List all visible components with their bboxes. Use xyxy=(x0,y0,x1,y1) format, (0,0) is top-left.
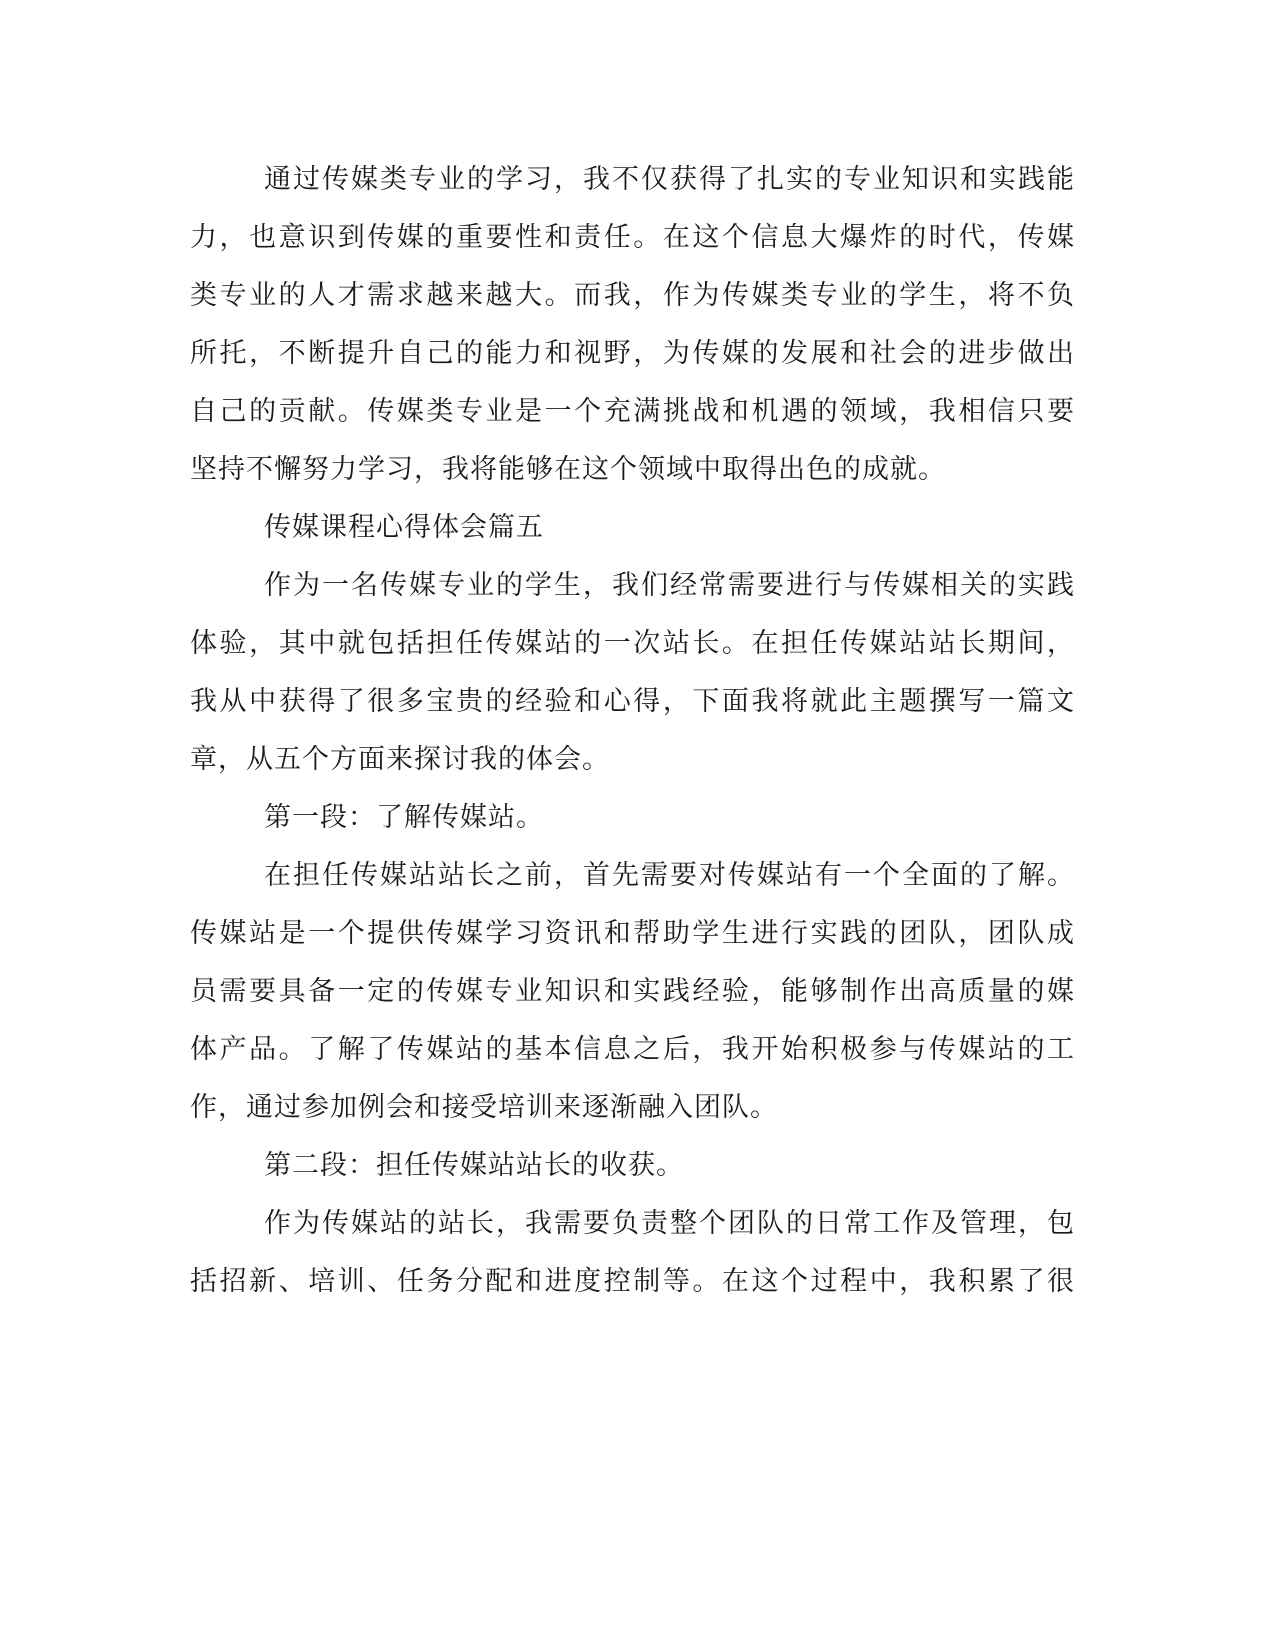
paragraph-line: 传媒站是一个提供传媒学习资讯和帮助学生进行实践的团队，团队成 xyxy=(190,918,1074,949)
paragraph-line: 我从中获得了很多宝贵的经验和心得，下面我将就此主题撰写一篇文 xyxy=(190,686,1074,717)
paragraph-line: 坚持不懈努力学习，我将能够在这个领域中取得出色的成就。 xyxy=(190,454,946,485)
paragraph-line: 类专业的人才需求越来越大。而我，作为传媒类专业的学生，将不负 xyxy=(190,280,1074,311)
paragraph-line: 员需要具备一定的传媒专业知识和实践经验，能够制作出高质量的媒 xyxy=(190,976,1074,1007)
section-title: 传媒课程心得体会篇五 xyxy=(264,512,544,543)
paragraph-line: 所托，不断提升自己的能力和视野，为传媒的发展和社会的进步做出 xyxy=(190,338,1074,369)
paragraph-line: 在担任传媒站站长之前，首先需要对传媒站有一个全面的了解。 xyxy=(264,860,1074,891)
paragraph-line: 作为传媒站的站长，我需要负责整个团队的日常工作及管理，包 xyxy=(264,1208,1074,1239)
section-heading: 第二段：担任传媒站站长的收获。 xyxy=(264,1150,684,1181)
paragraph-line: 括招新、培训、任务分配和进度控制等。在这个过程中，我积累了很 xyxy=(190,1266,1074,1297)
paragraph-line: 作，通过参加例会和接受培训来逐渐融入团队。 xyxy=(190,1092,778,1123)
paragraph-line: 体产品。了解了传媒站的基本信息之后，我开始积极参与传媒站的工 xyxy=(190,1034,1074,1065)
paragraph-line: 自己的贡献。传媒类专业是一个充满挑战和机遇的领域，我相信只要 xyxy=(190,396,1074,427)
section-heading: 第一段：了解传媒站。 xyxy=(264,802,544,833)
paragraph-line: 力，也意识到传媒的重要性和责任。在这个信息大爆炸的时代，传媒 xyxy=(190,222,1074,253)
paragraph-line: 章，从五个方面来探讨我的体会。 xyxy=(190,744,610,775)
paragraph-line: 体验，其中就包括担任传媒站的一次站长。在担任传媒站站长期间， xyxy=(190,628,1074,659)
paragraph-line: 作为一名传媒专业的学生，我们经常需要进行与传媒相关的实践 xyxy=(264,570,1074,601)
paragraph-line: 通过传媒类专业的学习，我不仅获得了扎实的专业知识和实践能 xyxy=(264,164,1074,195)
